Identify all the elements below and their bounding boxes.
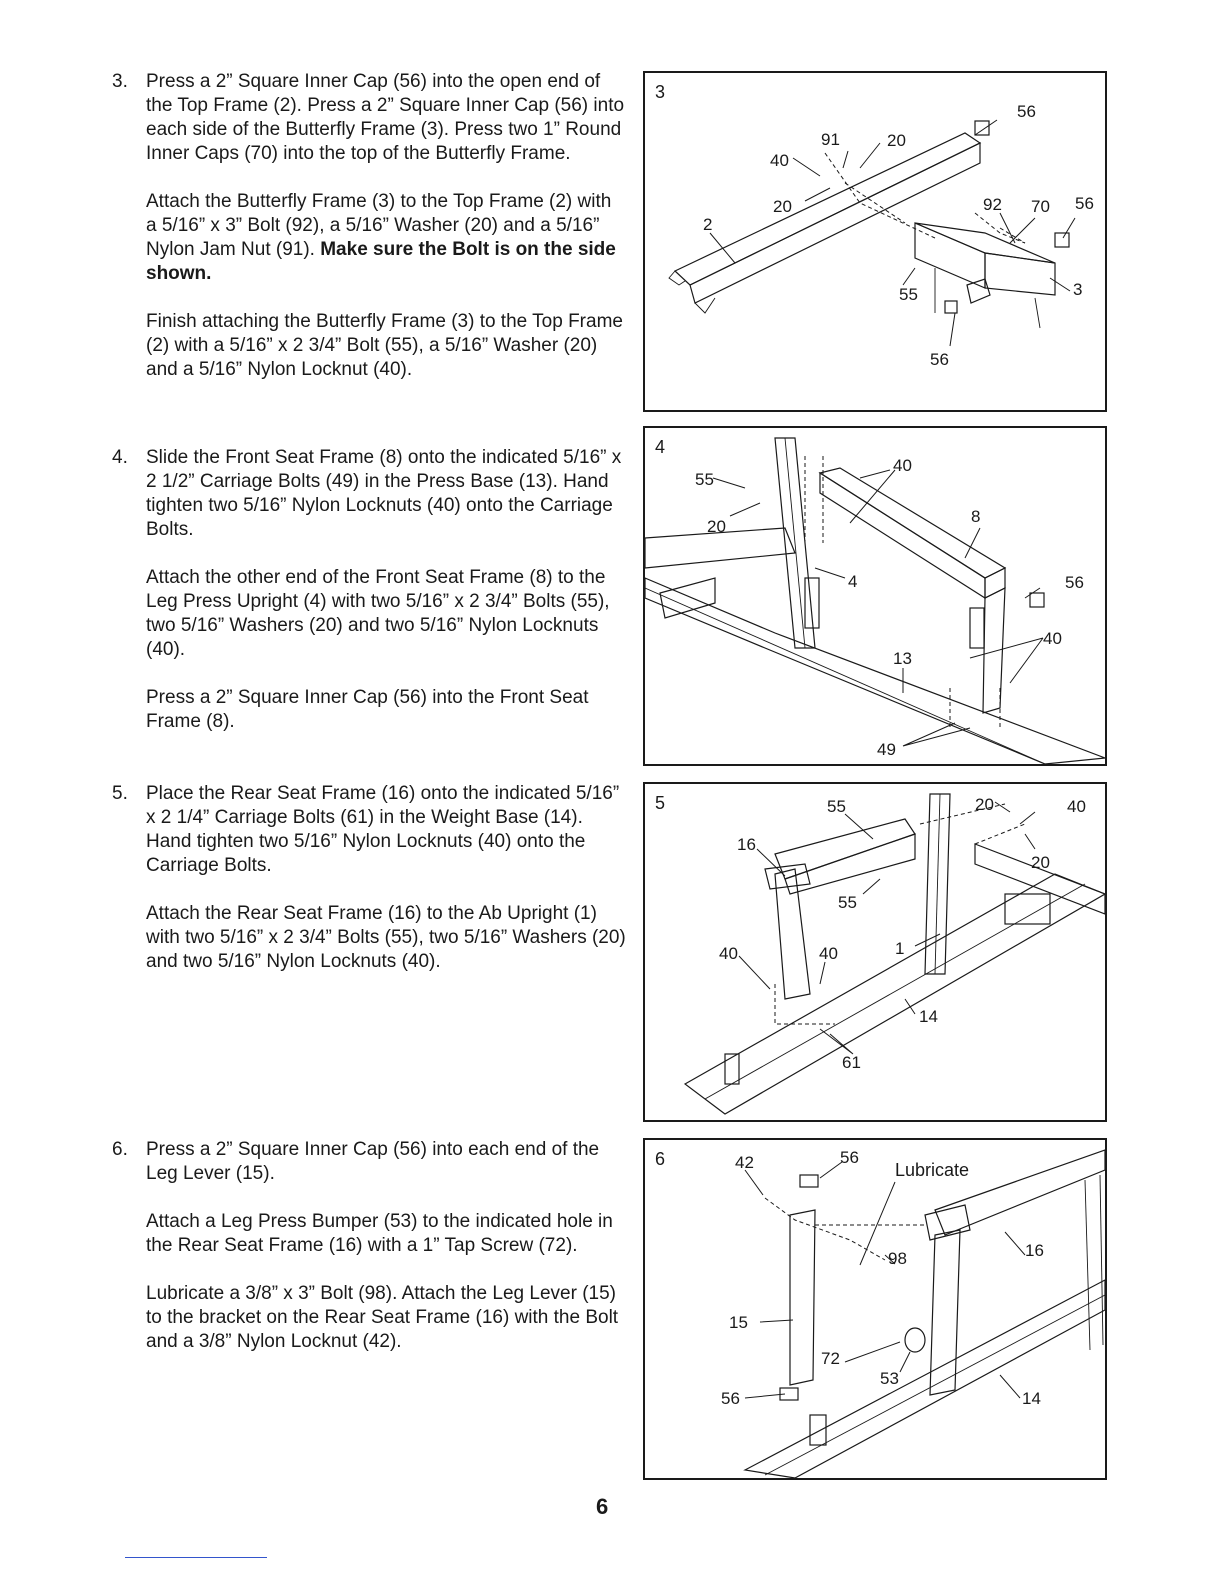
svg-text:20: 20 [975, 795, 994, 814]
svg-text:20: 20 [707, 517, 726, 536]
svg-text:55: 55 [838, 893, 857, 912]
svg-text:15: 15 [729, 1313, 748, 1332]
figure-3-drawing [645, 73, 1105, 410]
step-number: 5. [112, 783, 128, 804]
svg-text:55: 55 [899, 285, 918, 304]
step-emphasis: Make sure the Bolt is on the side shown. [146, 239, 616, 284]
step-number: 3. [112, 71, 128, 92]
svg-text:40: 40 [893, 456, 912, 475]
svg-text:98: 98 [888, 1249, 907, 1268]
step-paragraph: Press a 2” Square Inner Cap (56) into the open end of the Top Frame (2). Press a 2” Square Inner Cap (56) into each side of the Butterfly Frame (3). Press two 1” Round Inner Caps (70) into the top of the Butterfly Frame. [146, 71, 625, 164]
svg-text:56: 56 [1017, 102, 1036, 121]
step-paragraph: Attach the other end of the Front Seat Frame (8) to the Leg Press Upright (4) with two 5/16” x 2 3/4” Bolts (55), two 5/16” Washers (20) and two 5/16” Nylon Locknuts (40). [146, 567, 610, 660]
svg-text:13: 13 [893, 649, 912, 668]
step-paragraph: Press a 2” Square Inner Cap (56) into each end of the Leg Lever (15). [146, 1139, 600, 1184]
svg-text:56: 56 [840, 1148, 859, 1167]
svg-text:16: 16 [1025, 1241, 1044, 1260]
figure-number: 4 [655, 437, 666, 457]
figure-6-drawing [645, 1140, 1105, 1478]
step-paragraph: Press a 2” Square Inner Cap (56) into the Front Seat Frame (8). [146, 687, 589, 732]
svg-text:40: 40 [1067, 797, 1086, 816]
svg-text:40: 40 [770, 151, 789, 170]
svg-text:16: 16 [737, 835, 756, 854]
svg-text:40: 40 [1043, 629, 1062, 648]
svg-text:8: 8 [971, 507, 981, 526]
svg-text:72: 72 [821, 1349, 840, 1368]
svg-text:61: 61 [842, 1053, 861, 1072]
step-4 [112, 446, 627, 758]
step-paragraph: Lubricate a 3/8” x 3” Bolt (98). Attach the Leg Lever (15) to the bracket on the Rear Seat Frame (16) with the Bolt and a 3/8” Nylon Locknut (42). [146, 1283, 619, 1352]
svg-text:14: 14 [919, 1007, 938, 1026]
svg-text:56: 56 [1065, 573, 1084, 592]
figure-5-drawing [645, 784, 1105, 1120]
step-paragraph: Attach the Rear Seat Frame (16) to the Ab Upright (1) with two 5/16” x 2 3/4” Bolts (55), two 5/16” Washers (20) and two 5/16” Nylon Locknuts (40). [146, 903, 626, 972]
svg-text:56: 56 [721, 1389, 740, 1408]
svg-text:56: 56 [1075, 194, 1094, 213]
step-number: 6. [112, 1139, 128, 1160]
step-6 [112, 1138, 627, 1378]
footer-rule [125, 1557, 267, 1558]
svg-text:20: 20 [1031, 853, 1050, 872]
svg-text:40: 40 [819, 944, 838, 963]
step-3 [112, 70, 627, 406]
svg-text:55: 55 [827, 797, 846, 816]
svg-text:40: 40 [719, 944, 738, 963]
svg-text:49: 49 [877, 740, 896, 759]
figure-number: 3 [655, 82, 666, 102]
svg-text:56: 56 [930, 350, 949, 369]
figure-number: 5 [655, 793, 666, 813]
step-paragraph: Slide the Front Seat Frame (8) onto the indicated 5/16” x 2 1/2” Carriage Bolts (49) in the Press Base (13). Hand tighten two 5/16” Nylon Locknuts (40) onto the Carriage Bolts. [146, 447, 622, 540]
svg-text:53: 53 [880, 1369, 899, 1388]
svg-text:42: 42 [735, 1153, 754, 1172]
figure-4-drawing [645, 428, 1105, 764]
svg-text:14: 14 [1022, 1389, 1041, 1408]
svg-text:1: 1 [895, 939, 905, 958]
lubricate-label: Lubricate [895, 1160, 970, 1180]
svg-text:3: 3 [1073, 280, 1083, 299]
svg-text:4: 4 [848, 572, 858, 591]
svg-text:20: 20 [773, 197, 792, 216]
figure-4 [643, 426, 1107, 766]
step-5 [112, 782, 627, 998]
page-number: 6 [596, 1494, 609, 1519]
svg-text:20: 20 [887, 131, 906, 150]
svg-text:70: 70 [1031, 197, 1050, 216]
figure-3 [643, 71, 1107, 412]
step-paragraph: Attach the Butterfly Frame (3) to the Top Frame (2) with a 5/16” x 3” Bolt (92), a 5/16” Washer (20) and a 5/16” Nylon Jam Nut (91). Make sure the Bolt is on the side shown. [146, 191, 616, 284]
step-paragraph: Place the Rear Seat Frame (16) onto the indicated 5/16” x 2 1/4” Carriage Bolts (61) in the Weight Base (14). Hand tighten two 5/16” Nylon Locknuts (40) onto the Carriage Bolts. [146, 783, 620, 876]
step-paragraph: Finish attaching the Butterfly Frame (3) to the Top Frame (2) with a 5/16” x 2 3/4” Bolt (55), a 5/16” Washer (20) and a 5/16” Nylon Locknut (40). [146, 311, 623, 380]
svg-text:55: 55 [695, 470, 714, 489]
svg-text:2: 2 [703, 215, 713, 234]
step-number: 4. [112, 447, 128, 468]
svg-text:92: 92 [983, 195, 1002, 214]
figure-number: 6 [655, 1149, 666, 1169]
figure-5 [643, 782, 1107, 1122]
figure-6 [643, 1138, 1107, 1480]
svg-text:91: 91 [821, 130, 840, 149]
step-paragraph: Attach a Leg Press Bumper (53) to the indicated hole in the Rear Seat Frame (16) with a 1” Tap Screw (72). [146, 1211, 613, 1256]
